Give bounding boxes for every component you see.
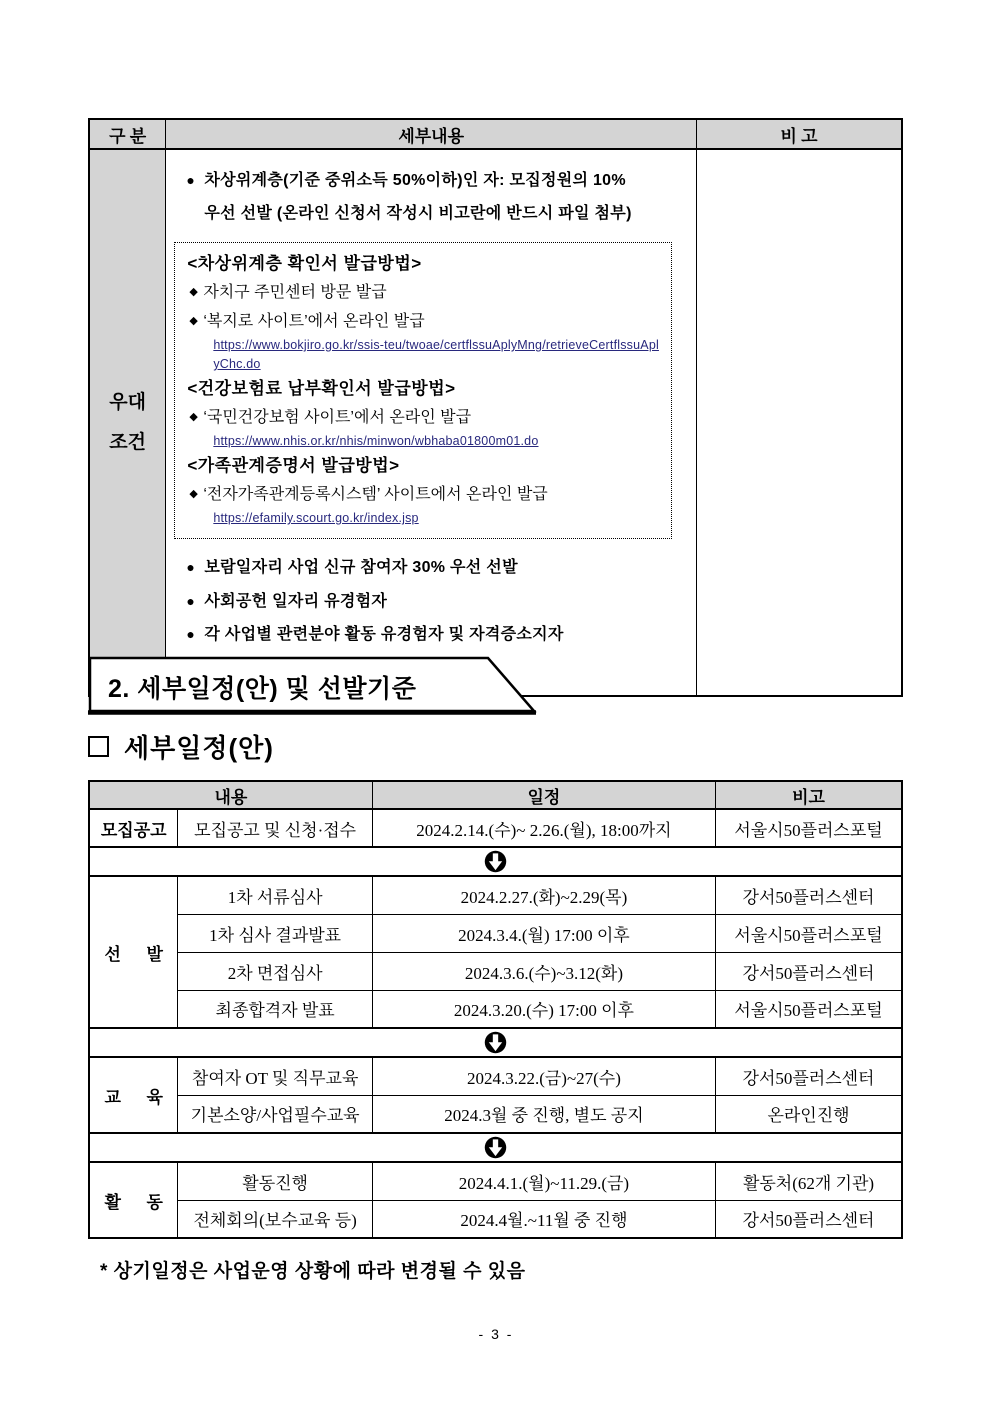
cert-item-text: ‘국민건강보험 사이트’에서 온라인 발급 — [203, 409, 472, 426]
cell-note: 활동처(62개 기관) — [716, 1162, 902, 1200]
bullet-icon: ● — [186, 172, 195, 188]
section-2-banner — [88, 655, 548, 719]
bullet-icon: ◆ — [189, 315, 198, 327]
cell-schedule: 2024.3월 중 진행, 별도 공지 — [372, 1095, 715, 1133]
cert-section-title: <건강보험료 납부확인서 발급방법> — [187, 379, 456, 398]
down-arrow-icon — [484, 1136, 507, 1159]
cell-note: 서울시50플러스포털 — [716, 914, 902, 952]
bullet-related-field: ● 각 사업별 관련분야 활동 유경험자 및 자격증소지자 — [186, 618, 682, 652]
table-row — [89, 990, 902, 1028]
bullet-icon: ◆ — [189, 488, 198, 500]
bullet-experienced: ● 사회공헌 일자리 유경험자 — [186, 585, 682, 619]
cert-item — [187, 403, 661, 432]
bullet-text-line: 우선 선발 (온라인 신청서 작성시 비고란에 반드시 파일 첨부) — [204, 205, 632, 222]
arrow-cell — [89, 1133, 902, 1162]
section-2-title: 2. 세부일정(안) 및 선발기준 — [108, 675, 417, 703]
cert-item-text: ‘전자가족관계등록시스템’ 사이트에서 온라인 발급 — [203, 486, 548, 503]
cell-note: 서울시50플러스포털 — [716, 809, 902, 847]
cell-schedule: 2024.4.1.(월)~11.29.(금) — [372, 1162, 715, 1200]
col-header-remark: 비 고 — [697, 119, 902, 149]
cell-note: 강서50플러스센터 — [716, 952, 902, 990]
bullet-text-line: 차상위계층(기준 중위소득 50%이하)인 자: 모집정원의 10% — [204, 172, 626, 189]
bullet-icon: ● — [186, 626, 195, 642]
subsection-heading — [88, 728, 274, 765]
bullet-icon: ◆ — [189, 411, 198, 423]
cell-schedule: 2024.4월.~11월 중 진행 — [372, 1200, 715, 1238]
down-arrow-icon — [484, 850, 507, 873]
arrow-separator-row — [89, 847, 902, 876]
table-row — [89, 1162, 902, 1200]
page-number: - 3 - — [478, 1326, 514, 1342]
efamily-link[interactable]: https://efamily.scourt.go.kr/index.jsp — [213, 511, 419, 525]
table-row — [89, 1057, 902, 1095]
group-label-education: 교 육 — [89, 1057, 178, 1133]
group-label-activity: 활 동 — [89, 1162, 178, 1238]
cell-content: 모집공고 및 신청·접수 — [178, 809, 372, 847]
cell-content: 참여자 OT 및 직무교육 — [178, 1057, 372, 1095]
bullet-icon: ● — [186, 559, 195, 575]
preference-row — [89, 149, 902, 696]
subsection-title: 세부일정(안) — [124, 733, 274, 763]
cert-section-title: <차상위계층 확인서 발급방법> — [187, 254, 422, 273]
cell-content: 1차 심사 결과발표 — [178, 914, 372, 952]
arrow-separator-row — [89, 1028, 902, 1057]
cell-note: 강서50플러스센터 — [716, 1200, 902, 1238]
cell-note: 강서50플러스센터 — [716, 1057, 902, 1095]
col-header-schedule: 일정 — [372, 781, 715, 809]
bullet-low-income-priority — [186, 164, 682, 230]
cell-note: 강서50플러스센터 — [716, 876, 902, 914]
cell-content: 전체회의(보수교육 등) — [178, 1200, 372, 1238]
arrow-cell — [89, 1028, 902, 1057]
cert-item-text: 자치구 주민센터 방문 발급 — [203, 284, 387, 301]
certificate-issuance-info-box — [174, 242, 672, 539]
bullet-icon: ◆ — [189, 286, 198, 298]
table-header-row — [89, 119, 902, 149]
schedule-change-footnote: * 상기일정은 사업운영 상황에 따라 변경될 수 있음 — [100, 1261, 526, 1282]
cell-content: 활동진행 — [178, 1162, 372, 1200]
cell-content: 최종합격자 발표 — [178, 990, 372, 1028]
cert-item-text: ‘복지로 사이트’에서 온라인 발급 — [203, 313, 425, 330]
bokjiro-link[interactable]: https://www.bokjiro.go.kr/ssis-teu/twoae/certflssuAplyMng/retrieveCertflssuAplyChc.do — [213, 338, 659, 371]
table-row — [89, 876, 902, 914]
down-arrow-icon — [484, 1031, 507, 1054]
cert-item — [187, 307, 661, 336]
col-header-content: 내용 — [89, 781, 372, 809]
bullet-icon: ● — [186, 592, 195, 609]
table-row — [89, 914, 902, 952]
cell-content: 2차 면접심사 — [178, 952, 372, 990]
cert-section-title: <가족관계증명서 발급방법> — [187, 456, 400, 475]
col-header-note: 비고 — [716, 781, 902, 809]
table-row — [89, 809, 902, 847]
cell-schedule: 2024.2.27.(화)~2.29(목) — [372, 876, 715, 914]
cell-content: 1차 서류심사 — [178, 876, 372, 914]
cell-content: 기본소양/사업필수교육 — [178, 1095, 372, 1133]
cell-schedule: 2024.3.20.(수) 17:00 이후 — [372, 990, 715, 1028]
row-label-line: 우대 — [109, 391, 147, 413]
cell-schedule: 2024.3.4.(월) 17:00 이후 — [372, 914, 715, 952]
arrow-cell — [89, 847, 902, 876]
group-label-recruitment: 모집공고 — [89, 809, 178, 847]
cell-note: 온라인진행 — [716, 1095, 902, 1133]
cell-schedule: 2024.2.14.(수)~ 2.26.(월), 18:00까지 — [372, 809, 715, 847]
col-header-category: 구 분 — [89, 119, 166, 149]
details-cell — [166, 149, 697, 696]
cell-note: 서울시50플러스포털 — [716, 990, 902, 1028]
cert-item — [187, 480, 661, 509]
remark-cell-empty — [697, 149, 902, 696]
col-header-details: 세부내용 — [166, 119, 697, 149]
schedule-header-row — [89, 781, 902, 809]
row-label-preference-condition — [89, 149, 166, 696]
cell-schedule: 2024.3.22.(금)~27(수) — [372, 1057, 715, 1095]
bullet-new-participant: ● 보람일자리 사업 신규 참여자 30% 우선 선발 — [186, 551, 682, 585]
table-row — [89, 952, 902, 990]
table-row — [89, 1200, 902, 1238]
arrow-separator-row — [89, 1133, 902, 1162]
cert-item — [187, 278, 661, 307]
preference-conditions-table — [88, 118, 903, 697]
nhis-link[interactable]: https://www.nhis.or.kr/nhis/minwon/wbhaba01800m01.do — [213, 434, 539, 448]
group-label-selection: 선 발 — [89, 876, 178, 1028]
cell-schedule: 2024.3.6.(수)~3.12(화) — [372, 952, 715, 990]
table-row — [89, 1095, 902, 1133]
row-label-line: 조건 — [109, 431, 147, 453]
schedule-table — [88, 780, 903, 1239]
square-bullet-icon — [88, 736, 109, 757]
